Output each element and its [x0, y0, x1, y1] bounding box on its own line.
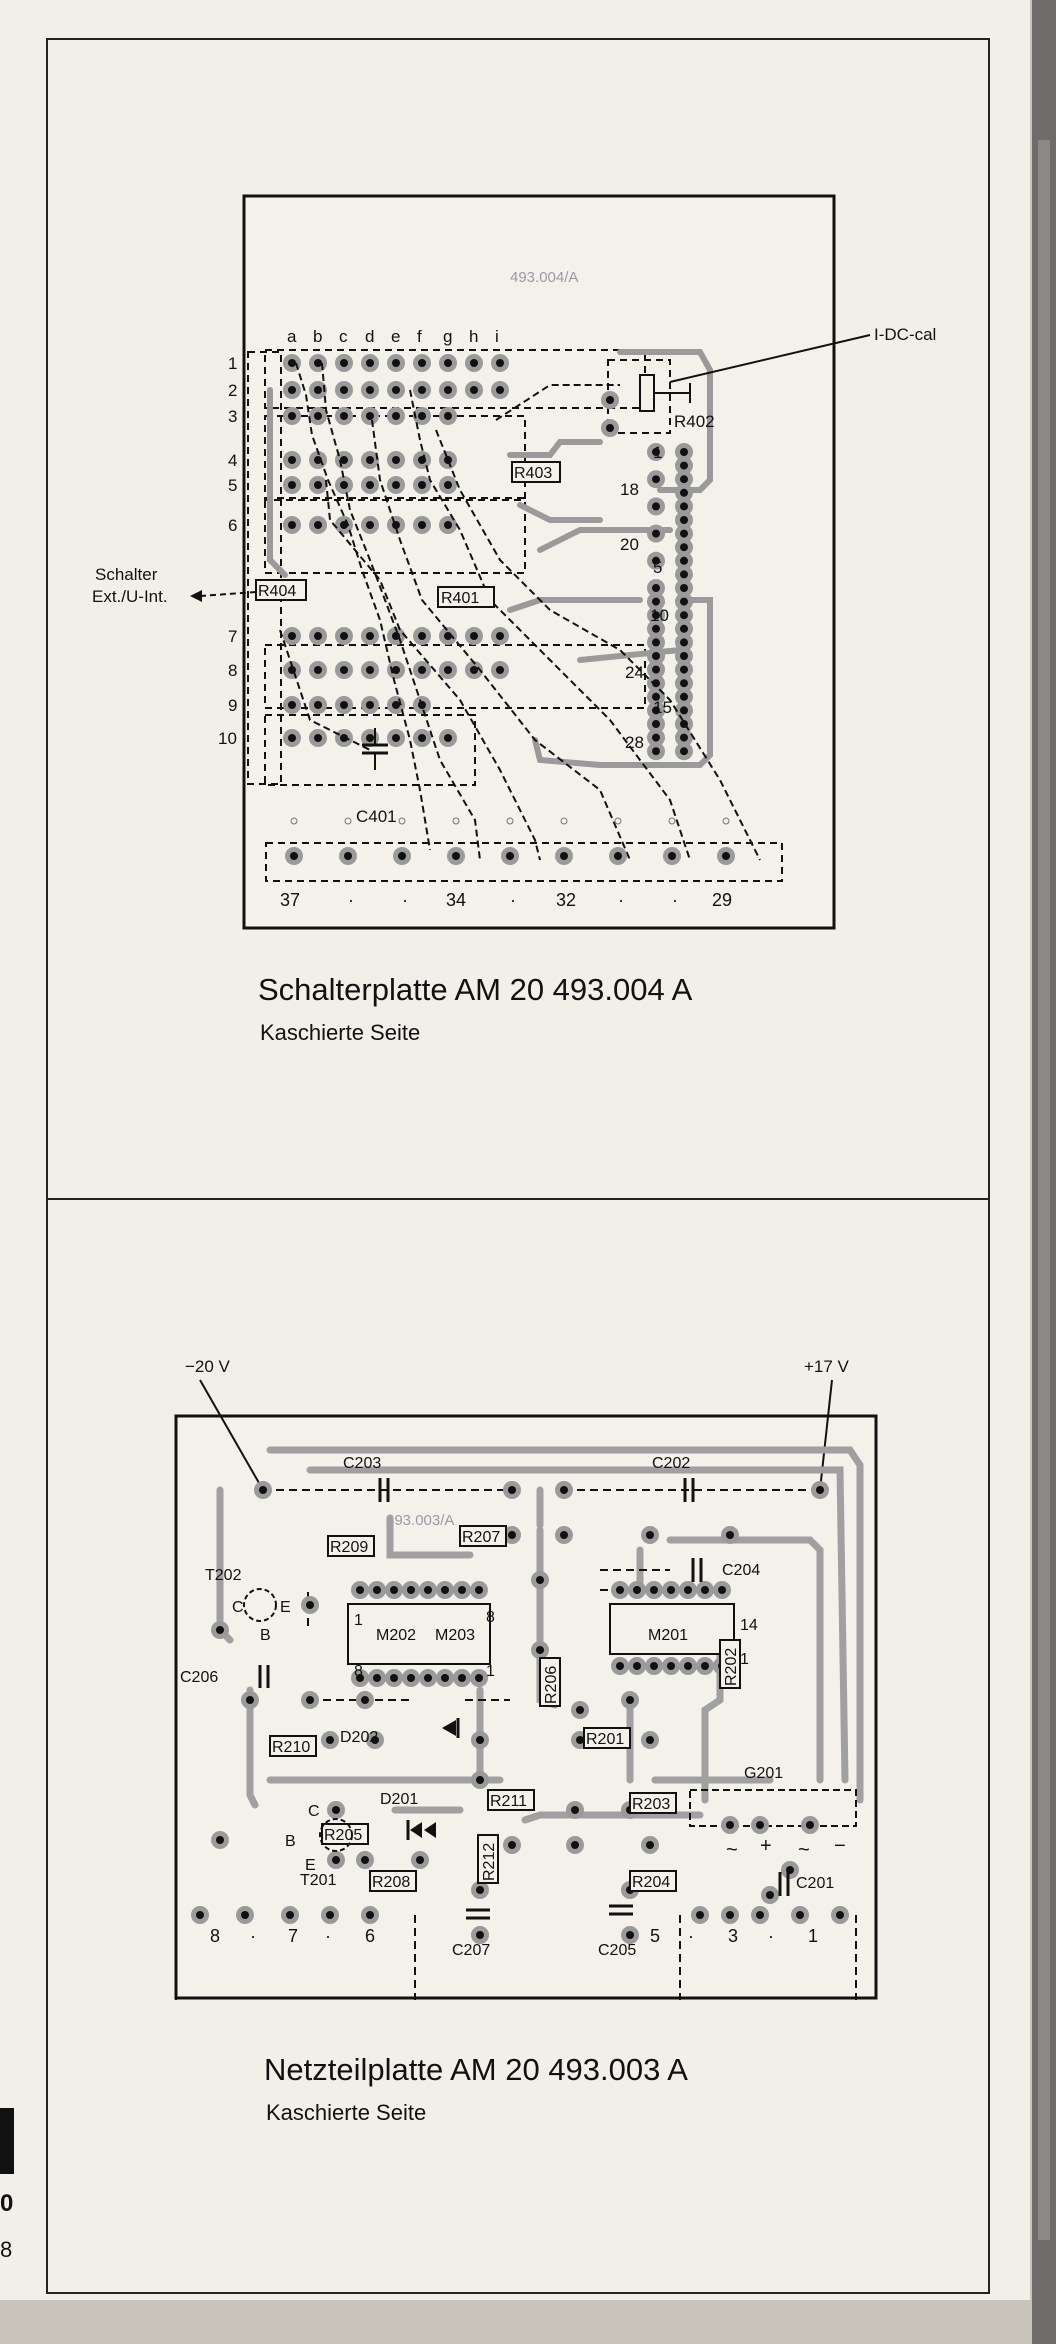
resistor-r401 [438, 587, 494, 607]
switch-arrowhead [190, 590, 202, 602]
label-r206: R206 [543, 1665, 560, 1704]
row-number: 2 [228, 381, 238, 400]
row-number: 7 [228, 627, 238, 646]
bottom-number: · [250, 1926, 256, 1946]
bottom-number: 1 [808, 1926, 819, 1946]
conn-num: 1 [653, 443, 663, 462]
resistor-r404 [256, 580, 306, 600]
svg-text:~: ~ [798, 1839, 810, 1861]
switch-board-title: Schalterplatte AM 20 493.004 A [258, 972, 693, 1007]
power-board-title: Netzteilplatte AM 20 493.003 A [264, 2052, 688, 2087]
conn-num: 5 [653, 558, 663, 577]
svg-text:~: ~ [726, 1839, 738, 1861]
switch-board-svg [80, 180, 980, 950]
pin-label: B [260, 1627, 271, 1644]
callout-label: I-DC-cal [874, 325, 937, 344]
pin-label: E [305, 1857, 316, 1874]
power-board-diagram [160, 1340, 1020, 2020]
column-letter: h [469, 327, 479, 346]
scan-edge-highlight [1038, 140, 1050, 2240]
pin-label: C [308, 1803, 320, 1820]
power-board-svg [160, 1340, 1020, 2020]
bottom-number: 5 [650, 1926, 661, 1946]
switch-board-stamp: 493.004/A [510, 269, 579, 286]
resistor-r403 [512, 462, 560, 482]
row-number: 1 [228, 354, 238, 373]
voltage-right-label: +17 V [804, 1357, 849, 1376]
label-d202: D202 [340, 1729, 379, 1746]
bottom-number: 29 [712, 890, 733, 910]
column-letter: d [365, 327, 375, 346]
switch-label-line1: Schalter [95, 565, 158, 584]
bottom-number: 37 [280, 890, 301, 910]
label-r201: R201 [586, 1731, 625, 1748]
bottom-number: · [325, 1926, 331, 1946]
r402-label: R402 [674, 412, 715, 431]
label-m203: M203 [435, 1627, 476, 1644]
conn-num: 15 [653, 698, 672, 717]
row-number: 3 [228, 407, 238, 426]
label-t202: T202 [205, 1567, 242, 1584]
switch-board-outline [244, 196, 834, 928]
label-t201: T201 [300, 1872, 337, 1889]
conn-num: 28 [625, 733, 644, 752]
voltage-left-label: −20 V [185, 1357, 230, 1376]
label-c203: C203 [343, 1455, 382, 1472]
conn-num: 10 [650, 606, 669, 625]
pin-label: 14 [740, 1617, 758, 1634]
label-c206: C206 [180, 1669, 219, 1686]
bottom-number: · [618, 890, 624, 910]
label-c204: C204 [722, 1562, 761, 1579]
pin-label: 8 [486, 1609, 495, 1626]
bottom-number: 6 [365, 1926, 376, 1946]
bottom-number: 3 [728, 1926, 739, 1946]
pin-label: 1 [354, 1612, 363, 1629]
margin-tab [0, 2108, 14, 2174]
r404-label: R404 [258, 583, 297, 600]
conn-num: 20 [620, 535, 639, 554]
label-c202: C202 [652, 1455, 691, 1472]
power-board-outline [176, 1416, 876, 1998]
column-letter: a [287, 327, 297, 346]
label-c205: C205 [598, 1942, 637, 1959]
scan-edge [1032, 0, 1056, 2344]
svg-text:−: − [834, 1835, 846, 1857]
column-letter: f [417, 327, 422, 346]
bottom-number: · [348, 890, 354, 910]
bottom-number: 8 [210, 1926, 221, 1946]
pin-label: 1 [740, 1651, 749, 1668]
row-number: 5 [228, 476, 238, 495]
label-r208: R208 [372, 1874, 411, 1891]
c401-label: C401 [356, 807, 397, 826]
column-letter: g [443, 327, 453, 346]
label-r203: R203 [632, 1796, 671, 1813]
pin-label: 1 [486, 1663, 495, 1680]
row-numbers [218, 354, 237, 748]
label-c207: C207 [452, 1942, 491, 1959]
column-letter: c [339, 327, 348, 346]
pin-label: C [232, 1599, 244, 1616]
label-r207: R207 [462, 1529, 501, 1546]
label-c201: C201 [796, 1875, 835, 1892]
label-r210: R210 [272, 1739, 311, 1756]
row-number: 9 [228, 696, 238, 715]
section-divider [46, 1198, 990, 1200]
label-r202: R202 [723, 1647, 740, 1686]
margin-number-0: 0 [0, 2190, 14, 2217]
r401-label: R401 [441, 590, 480, 607]
column-letter: i [495, 327, 499, 346]
pin-label: B [285, 1833, 296, 1850]
power-board-stamp: 493.003/A [386, 1512, 455, 1529]
bottom-number: 32 [556, 890, 577, 910]
bottom-number: 34 [446, 890, 467, 910]
label-r209: R209 [330, 1539, 369, 1556]
margin-number-8: 8 [0, 2237, 13, 2262]
label-m202: M202 [376, 1627, 417, 1644]
column-letter: e [391, 327, 401, 346]
row-number: 6 [228, 516, 238, 535]
label-r212: R212 [481, 1842, 498, 1881]
label-m201: M201 [648, 1627, 689, 1644]
conn-num: 18 [620, 480, 639, 499]
switch-board-diagram [80, 180, 980, 950]
conn-num: 24 [625, 663, 644, 682]
row-number: 10 [218, 729, 237, 748]
pin-label: E [280, 1599, 291, 1616]
r403-label: R403 [514, 465, 553, 482]
column-letter: b [313, 327, 323, 346]
label-d201: D201 [380, 1791, 419, 1808]
bottom-number: · [688, 1926, 694, 1946]
svg-text:+: + [760, 1835, 772, 1857]
row-number: 8 [228, 661, 238, 680]
bottom-number: · [510, 890, 516, 910]
switch-board-subtitle: Kaschierte Seite [260, 1020, 421, 1045]
bottom-number: · [768, 1926, 774, 1946]
label-r205: R205 [324, 1827, 363, 1844]
label-r211: R211 [490, 1793, 528, 1810]
label-r204: R204 [632, 1874, 671, 1891]
label-g201: G201 [744, 1765, 784, 1782]
bottom-number: · [672, 890, 678, 910]
power-board-subtitle: Kaschierte Seite [266, 2100, 427, 2125]
bottom-number: · [402, 890, 408, 910]
bottom-number: 7 [288, 1926, 299, 1946]
pin-label: 8 [354, 1663, 363, 1680]
switch-label-line2: Ext./U-Int. [92, 587, 168, 606]
row-number: 4 [228, 451, 238, 470]
